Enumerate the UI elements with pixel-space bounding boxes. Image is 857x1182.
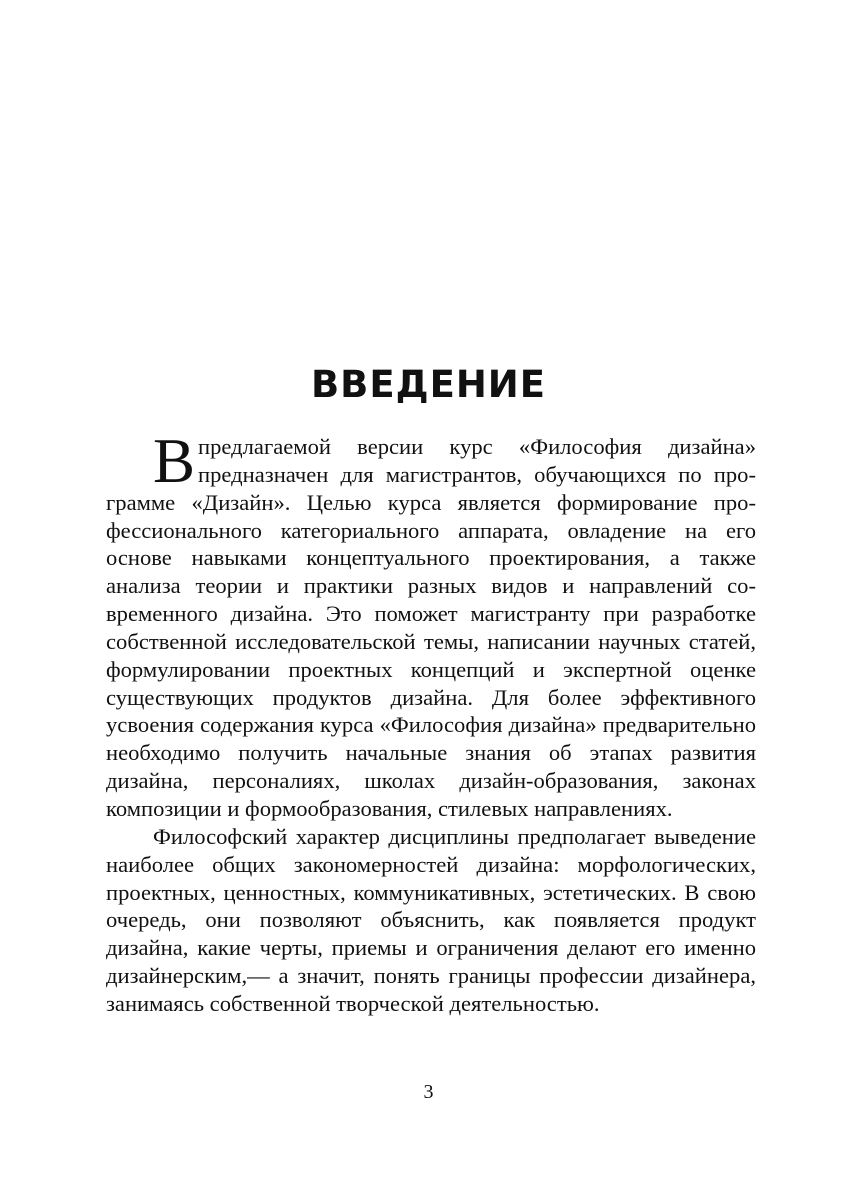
drop-cap: В	[153, 426, 196, 496]
page-number: 3	[423, 1081, 434, 1103]
body-text	[106, 426, 756, 1018]
chapter-title: ВВЕДЕНИЕ	[310, 363, 547, 406]
paragraph-philosophy: Философский характер дисциплины предполагает выведение наиболее общих закономерностей дизайна: морфологических, проектных, ценностных, коммуникативных, эстетических. В свою очередь, они позволяют объяснить, как появляется продукт дизайна, какие черты, приемы и ограничения делают его именно дизайнерским,— а значит, понять границы профессии дизайнера, занимаясь собственной творческой деятельностью.	[106, 823, 756, 1016]
paragraph-intro-text: предлагаемой версии курс «Философия дизайна» предназначен для магистрантов, обучающихся по программе «Дизайн». Целью курса является формирование профессионального категориального аппарата, овладение на его основе навыками концептуального проектирования, а также анализа теории и практики разных видов и направлений современного дизайна. Это поможет магистранту при разработке собственной исследовательской темы, написании научных статей, формулировании проектных концепций и экспертной оценке существующих продуктов дизайна. Для более эффективного усвоения содержания курса «Философия дизайна» предварительно необходимо получить начальные знания об этапах развития дизайна, персоналиях, школах дизайн-образования, законах композиции и формообразования, стилевых направлениях.	[106, 434, 756, 821]
paragraph-intro	[106, 426, 756, 823]
